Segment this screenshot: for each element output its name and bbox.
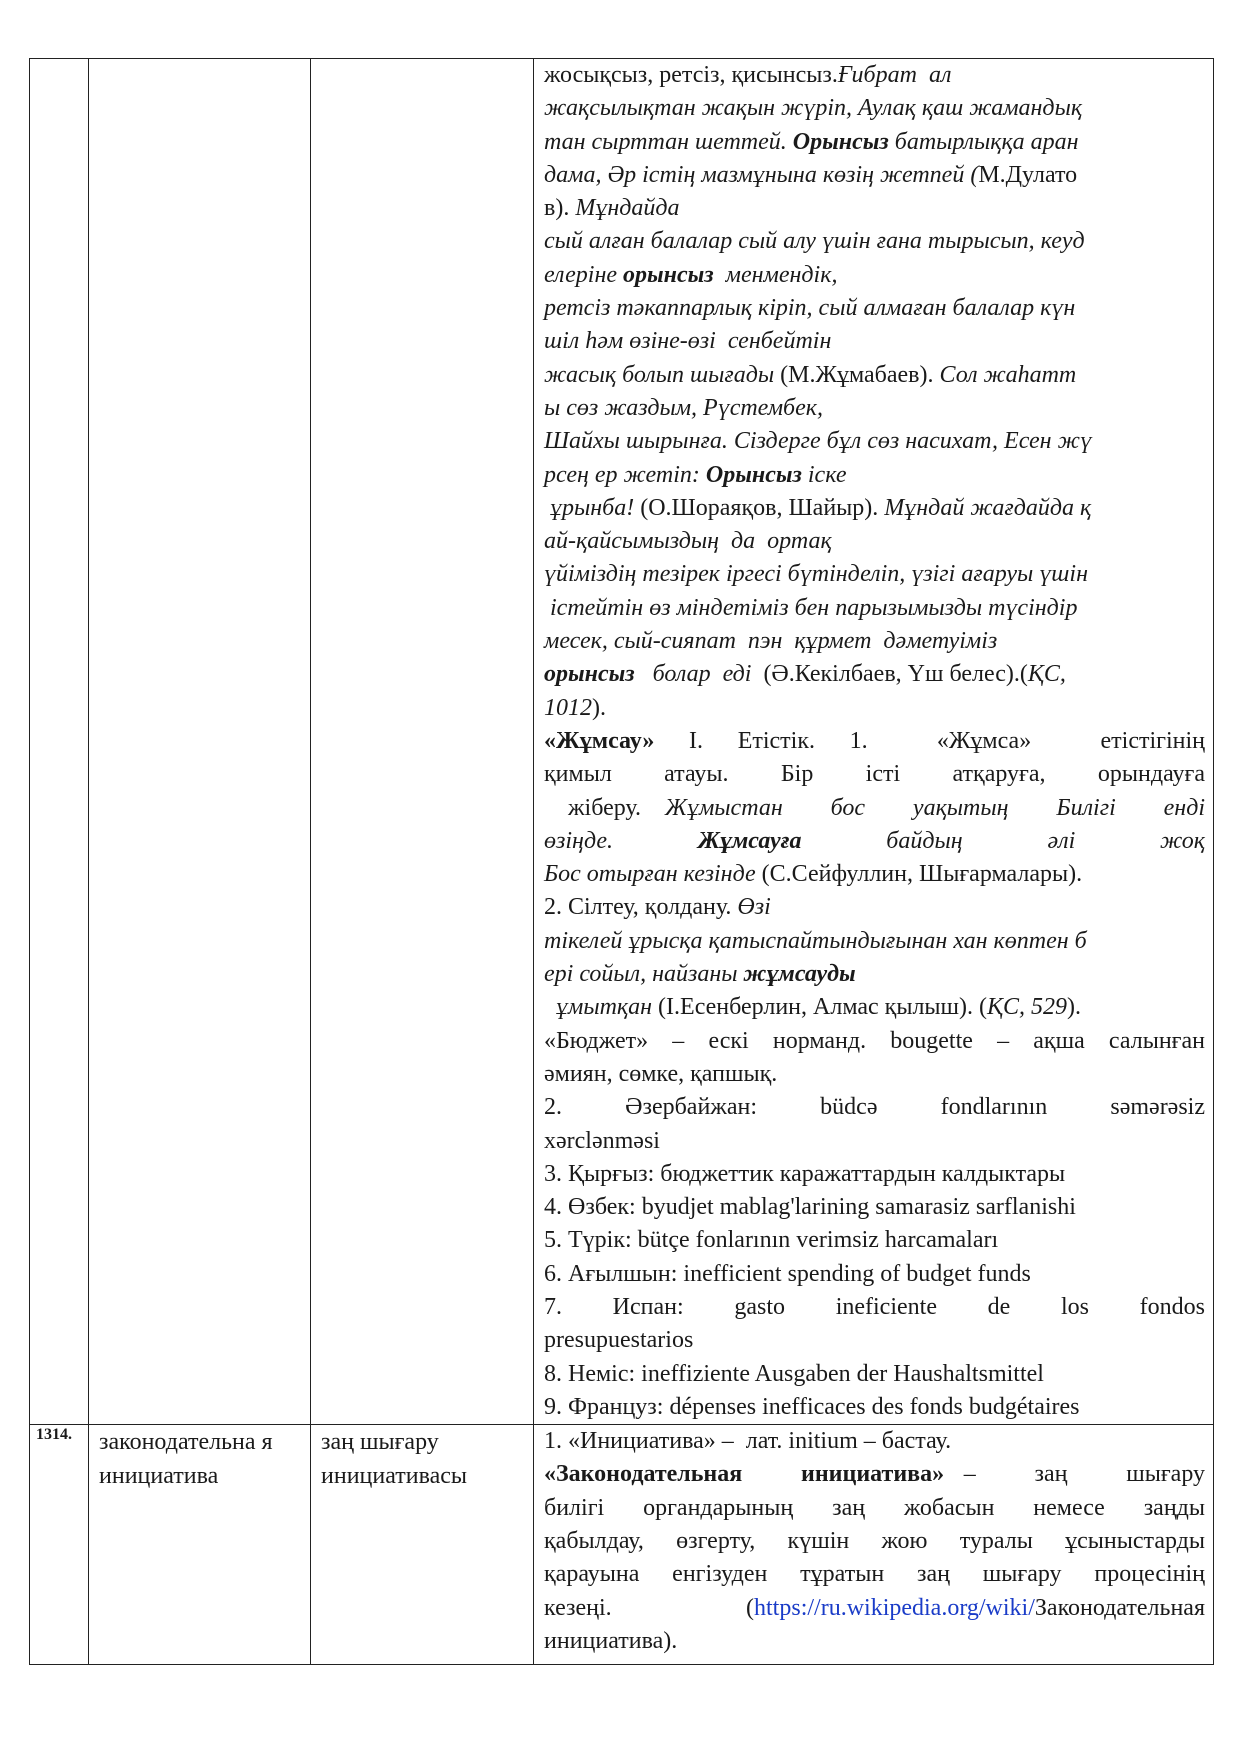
text-line bbox=[544, 1091, 1205, 1124]
text-run: шіл һәм өзіне-өзі сенбейтін bbox=[544, 328, 832, 355]
text-run: іске bbox=[801, 461, 847, 488]
text-run: Сол жаһатт bbox=[939, 361, 1077, 388]
text-run: сый алған балалар сый алу үшін ғана тырысып, кеуд bbox=[544, 228, 1085, 255]
text-line bbox=[544, 1125, 1205, 1158]
text-run: Өзі bbox=[737, 894, 771, 921]
text-line bbox=[544, 1058, 1205, 1091]
text-run: Мұндайда bbox=[575, 195, 680, 222]
text-run: менмендік, bbox=[713, 261, 838, 288]
text-run: ұмытқан bbox=[544, 994, 653, 1021]
text-run: 3. Қырғыз: бюджеттик каражаттардын калдыктары bbox=[544, 1160, 1066, 1187]
text-line bbox=[544, 1558, 1205, 1591]
term-kz: заң шығару инициативасы bbox=[311, 1425, 534, 1665]
text-run: ай-қайсымыздың да ортақ bbox=[544, 528, 832, 555]
text-run: инициатива). bbox=[544, 1627, 678, 1654]
text-run: жақсылықтан жақын жүріп, Аулақ қаш жамандық bbox=[544, 95, 1083, 122]
text-line bbox=[544, 392, 1205, 425]
text-run: қарауына енгізуден тұратын заң шығару процесінің bbox=[544, 1561, 1205, 1588]
text-run: 8. Неміс: ineffiziente Ausgaben der Haushaltsmittel bbox=[544, 1360, 1044, 1387]
text-run: елеріне bbox=[544, 261, 623, 288]
text-run: 4. Өзбек: byudjet mablag'larining samarasiz sarflanishi bbox=[544, 1194, 1076, 1221]
text-run: әмиян, сөмке, қапшық. bbox=[544, 1060, 778, 1087]
dictionary-table bbox=[29, 58, 1214, 1665]
text-run: 1012 bbox=[544, 694, 592, 721]
text-run: 5. Түрік: bütçe fonlarının verimsiz harcamaları bbox=[544, 1227, 999, 1254]
text-run: (Ә.Кекілбаев, Үш белес).( bbox=[757, 661, 1028, 688]
text-run: Орынсыз bbox=[792, 128, 889, 155]
text-line bbox=[544, 825, 1205, 858]
text-line bbox=[544, 225, 1205, 258]
text-run: қабылдау, өзгерту, күшін жою туралы ұсыныстарды bbox=[544, 1528, 1205, 1555]
text-run: тан сырттан шеттей. bbox=[544, 128, 793, 155]
text-line bbox=[544, 359, 1205, 392]
text-line bbox=[544, 92, 1205, 125]
text-run: Мұндай жағдайда қ bbox=[884, 494, 1092, 521]
text-line bbox=[544, 1425, 1205, 1458]
text-run: ері сойыл, найзаны bbox=[544, 961, 744, 988]
text-run: Жұмыстан бос уақытың Билігі енді bbox=[664, 794, 1206, 821]
text-run: xərclənməsi bbox=[544, 1127, 660, 1154]
text-run: Шайхы шырынға. Сіздерге бұл сөз насихат, Есен жү bbox=[544, 428, 1092, 455]
text-run: «Жұмсау» bbox=[544, 727, 655, 754]
text-line bbox=[544, 1391, 1205, 1424]
term-ru: законодательна я инициатива bbox=[89, 1425, 311, 1665]
text-run: Жұмсауға bbox=[697, 827, 802, 854]
text-run: «Законодательная инициатива» bbox=[544, 1461, 945, 1488]
text-run: істейтін өз міндетіміз бен парызымызды түсіндір bbox=[544, 594, 1078, 621]
text-line bbox=[544, 625, 1205, 658]
text-line bbox=[544, 159, 1205, 192]
text-run: рсең ер жетіп: bbox=[544, 461, 706, 488]
text-line bbox=[544, 1625, 1205, 1658]
table-row bbox=[30, 59, 1214, 1425]
text-run: ҚС, 529 bbox=[987, 994, 1067, 1021]
text-run: «Бюджет» – ескі норманд. bougette – ақша салынған bbox=[544, 1027, 1205, 1054]
text-line bbox=[544, 758, 1205, 791]
text-run: Законодательная bbox=[1034, 1594, 1205, 1621]
text-run: 9. Француз: dépenses inefficaces des fonds budgétaires bbox=[544, 1393, 1080, 1420]
text-line bbox=[544, 991, 1205, 1024]
text-run: месек, сый-сияпат пэн құрмет дәметуіміз bbox=[544, 628, 998, 655]
text-line bbox=[544, 1025, 1205, 1058]
text-line bbox=[544, 858, 1205, 891]
text-line bbox=[544, 1592, 1205, 1625]
text-run: ы сөз жаздым, Рүстембек, bbox=[544, 394, 823, 421]
text-line bbox=[544, 658, 1205, 691]
text-run: дама, Әр істің мазмұнына көзің жетпей ( bbox=[544, 161, 979, 188]
text-line bbox=[544, 192, 1205, 225]
row-number: 1314. bbox=[30, 1425, 89, 1665]
text-line bbox=[544, 492, 1205, 525]
text-run: Бос отырған кезінде bbox=[544, 861, 756, 888]
text-line bbox=[544, 1525, 1205, 1558]
text-run: байдың әлі жоқ bbox=[801, 827, 1205, 854]
text-run: өзіңде. bbox=[544, 827, 698, 854]
text-line bbox=[544, 459, 1205, 492]
text-line bbox=[544, 1224, 1205, 1257]
text-run: билігі органдарының заң жобасын немесе заңды bbox=[544, 1494, 1205, 1521]
text-line bbox=[544, 558, 1205, 591]
text-line bbox=[544, 592, 1205, 625]
text-run: 2. Сілтеу, қолдану. bbox=[544, 894, 738, 921]
text-line bbox=[544, 1358, 1205, 1391]
text-run: ). bbox=[592, 694, 606, 721]
text-line bbox=[544, 525, 1205, 558]
text-run: (І.Есенберлин, Алмас қылыш). ( bbox=[652, 994, 988, 1021]
text-run: Ғибрат ал bbox=[837, 62, 952, 88]
text-line bbox=[544, 1291, 1205, 1324]
text-line bbox=[544, 1258, 1205, 1291]
text-run: жіберу. bbox=[544, 794, 665, 821]
text-line bbox=[544, 126, 1205, 159]
text-run: үйіміздің тезірек іргесі бүтінделіп, үзігі ағаруы үшін bbox=[544, 561, 1088, 588]
definition-text bbox=[544, 1425, 1205, 1658]
text-run: ретсіз тәкаппарлық кіріп, сый алмаған балалар күн bbox=[544, 295, 1076, 322]
text-line bbox=[544, 1324, 1205, 1357]
text-line bbox=[544, 292, 1205, 325]
text-run: ). bbox=[1066, 994, 1081, 1021]
text-line bbox=[544, 325, 1205, 358]
text-line bbox=[544, 1158, 1205, 1191]
text-line bbox=[544, 425, 1205, 458]
text-line bbox=[544, 1492, 1205, 1525]
text-run: 2. Әзербайжан: büdcə fondlarının səmərəsiz bbox=[544, 1094, 1205, 1121]
text-run: тікелей ұрысқа қатыспайтындығынан хан көптен б bbox=[544, 927, 1087, 954]
term-ru-cell bbox=[89, 59, 311, 1425]
text-line bbox=[544, 1191, 1205, 1224]
text-line bbox=[544, 725, 1205, 758]
text-run: М.Дулато bbox=[978, 161, 1078, 188]
text-run: 6. Ағылшын: inefficient spending of budget funds bbox=[544, 1260, 1031, 1287]
text-run: қимыл атауы. Бір істі атқаруға, орындауға bbox=[544, 761, 1205, 788]
text-run: (М.Жұмабаев). bbox=[774, 361, 940, 388]
text-run: в). bbox=[544, 195, 576, 222]
text-run: 1. «Инициатива» – лат. initium – бастау. bbox=[544, 1428, 952, 1455]
table-row bbox=[30, 1425, 1214, 1665]
definition-text bbox=[544, 59, 1205, 1424]
text-run: кезеңі. ( bbox=[544, 1594, 755, 1621]
text-line bbox=[544, 792, 1205, 825]
text-line bbox=[544, 692, 1205, 725]
text-run: ұрынба! bbox=[544, 494, 635, 521]
text-run: presupuestarios bbox=[544, 1327, 694, 1354]
text-run: орынсыз bbox=[623, 261, 714, 288]
text-run: жасық болып шығады bbox=[544, 361, 775, 388]
text-run: жұмсауды bbox=[743, 961, 856, 988]
text-run: Орынсыз bbox=[705, 461, 802, 488]
text-run: (О.Шораяқов, Шайыр). bbox=[634, 494, 885, 521]
text-line bbox=[544, 925, 1205, 958]
text-run: ҚС, bbox=[1027, 661, 1066, 688]
text-run: 7. Испан: gasto ineficiente de los fondos bbox=[544, 1293, 1205, 1320]
text-line bbox=[544, 59, 1205, 92]
text-run: болар еді bbox=[634, 661, 758, 688]
text-run: орынсыз bbox=[544, 661, 635, 688]
text-line bbox=[544, 891, 1205, 924]
text-run: І. Етістік. 1. «Жұмса» етістігінің bbox=[654, 727, 1205, 754]
text-line bbox=[544, 259, 1205, 292]
wiki-link[interactable]: https://ru.wikipedia.org/wiki/ bbox=[754, 1594, 1035, 1621]
text-run: жосықсыз, ретсіз, қисынсыз. bbox=[544, 62, 838, 88]
text-line bbox=[544, 1458, 1205, 1491]
definition-cell bbox=[534, 1425, 1214, 1665]
definition-cell bbox=[534, 59, 1214, 1425]
term-kz-cell bbox=[311, 59, 534, 1425]
text-run: батырлыққа аран bbox=[888, 128, 1079, 155]
text-line bbox=[544, 958, 1205, 991]
text-run: – заң шығару bbox=[944, 1461, 1206, 1488]
row-number-cell bbox=[30, 59, 89, 1425]
text-run: (С.Сейфуллин, Шығармалары). bbox=[755, 861, 1083, 888]
